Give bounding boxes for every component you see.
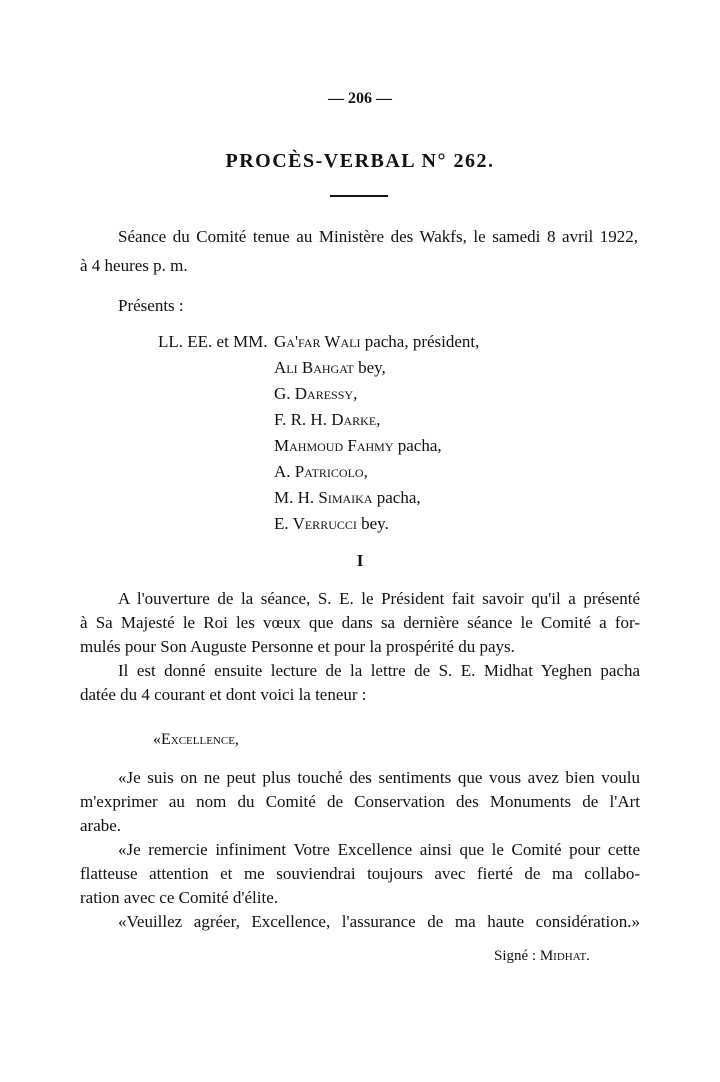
- attendees-prefix: LL. EE. et MM.: [158, 332, 268, 351]
- attendee: [274, 383, 357, 405]
- attendee-suffix: ,: [363, 462, 368, 481]
- presents-label: Présents :: [118, 296, 184, 315]
- signed-label: Signé :: [494, 948, 540, 964]
- signed-name: Midhat.: [539, 948, 590, 964]
- attendee: [274, 409, 380, 431]
- attendee: [274, 435, 442, 457]
- attendee: [274, 331, 479, 353]
- letter-line: flatteuse attention et me souviendrai toujours avec fierté de ma collabo-: [80, 864, 640, 883]
- attendee-name: E. Verrucci: [274, 514, 357, 533]
- body-line: A l'ouverture de la séance, S. E. le Président fait savoir qu'il a présenté: [118, 589, 640, 608]
- body-line: datée du 4 courant et dont voici la teneur :: [80, 685, 367, 704]
- intro-line: Séance du Comité tenue au Ministère des Wakfs, le samedi 8 avril 1922,: [118, 227, 638, 246]
- body-line: Il est donné ensuite lecture de la lettre de S. E. Midhat Yeghen pacha: [118, 661, 640, 680]
- letter-line: arabe.: [80, 816, 122, 835]
- attendee: [274, 357, 386, 379]
- attendee-name: F. R. H. Darke: [274, 410, 377, 429]
- attendee-suffix: bey.: [356, 514, 389, 533]
- body-line: mulés pour Son Auguste Personne et pour la prospérité du pays.: [80, 637, 515, 656]
- attendee-name: A. Patricolo: [274, 462, 364, 481]
- page-number: — 206 —: [328, 90, 392, 107]
- attendee-suffix: bey,: [353, 358, 386, 377]
- letter-line: m'exprimer au nom du Comité de Conservation des Monuments de l'Art: [80, 792, 640, 811]
- attendee: [274, 487, 421, 509]
- attendee-name: Mahmoud Fahmy: [274, 436, 394, 455]
- attendee: [274, 513, 389, 535]
- signature-line: [494, 945, 590, 967]
- attendee-name: G. Daressy: [274, 384, 354, 403]
- section-number: I: [356, 551, 364, 570]
- intro-line: à 4 heures p. m.: [80, 256, 188, 275]
- letter-line: ration avec ce Comité d'élite.: [80, 888, 279, 907]
- attendee-suffix: ,: [353, 384, 358, 403]
- letter-salutation: «Excellence,: [153, 731, 239, 748]
- attendee-suffix: ,: [376, 410, 381, 429]
- attendee-name: Ali Bahgat: [274, 358, 354, 377]
- attendee-suffix: pacha, président,: [360, 332, 480, 351]
- attendee-suffix: pacha,: [393, 436, 442, 455]
- letter-line: «Je suis on ne peut plus touché des sentiments que vous avez bien voulu: [118, 768, 640, 787]
- attendee-name: Ga'far Wali: [274, 332, 361, 351]
- letter-line: «Je remercie infiniment Votre Excellence ainsi que le Comité pour cette: [118, 840, 640, 859]
- body-line: à Sa Majesté le Roi les vœux que dans sa dernière séance le Comité a for-: [80, 613, 640, 632]
- attendee-suffix: pacha,: [372, 488, 421, 507]
- attendee-name: M. H. Simaika: [274, 488, 373, 507]
- letter-line: «Veuillez agréer, Excellence, l'assurance de ma haute considération.»: [118, 912, 640, 931]
- attendee: [274, 461, 368, 483]
- title-divider: [330, 195, 388, 197]
- page-title: PROCÈS-VERBAL N° 262.: [225, 150, 495, 172]
